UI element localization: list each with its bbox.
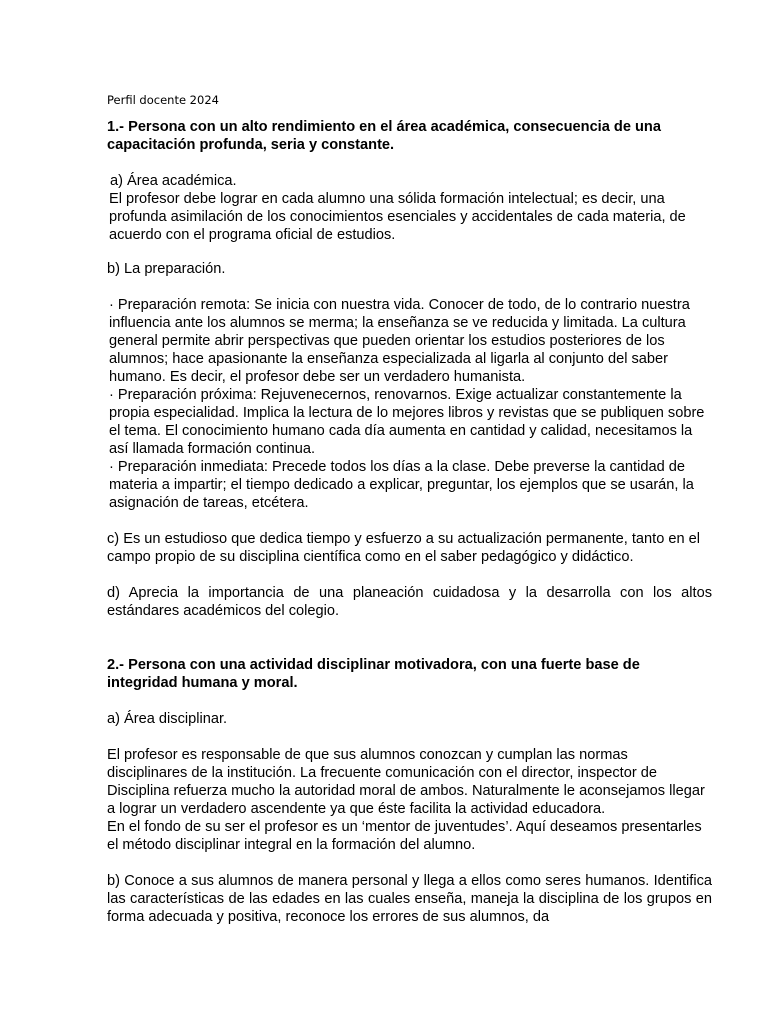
- section-1-a-text: El profesor debe lograr en cada alumno una sólida formación intelectual; es decir, una profunda asimilación de los conocimientos esenciales y accidentales de cada materia, de acuerdo con el programa oficial de estudios.: [109, 191, 686, 243]
- section-1-a-label: a) Área académica.: [110, 173, 237, 189]
- section-2-b-text: b) Conoce a sus alumnos de manera personal y llega a ellos como seres humanos. Identifica las características de las edades en las cuales enseña, maneja la disciplina de los grupos en forma adecuada y positiva, reconoce los errores de sus alumnos, da: [107, 873, 712, 925]
- preparacion-remota: · Preparación remota: Se inicia con nuestra vida. Conocer de todo, de lo contrario nuestra influencia ante los alumnos se merma; la enseñanza se ve reducida y limitada. La cultura general permite abrir perspectivas que pueden orientar los estudios posteriores de los alumnos; hace apasionante la enseñanza especializada al ligarla al conjunto del saber humano. Es decir, el profesor debe ser un verdadero humanista.: [109, 297, 690, 385]
- section-1-b-label: b) La preparación.: [107, 261, 226, 277]
- section-1-heading: 1.- Persona con un alto rendimiento en el área académica, consecuencia de una capacitación profunda, seria y constante.: [107, 119, 661, 153]
- section-2-a-text-2: En el fondo de su ser el profesor es un ‘mentor de juventudes’. Aquí deseamos presentarles el método disciplinar integral en la formación del alumno.: [107, 819, 702, 853]
- preparacion-proxima: · Preparación próxima: Rejuvenecernos, renovarnos. Exige actualizar constantemente la propia especialidad. Implica la lectura de lo mejores libros y revistas que se publiquen sobre el tema. El conocimiento humano cada día aumenta en cantidad y calidad, necesitamos la así llamada formación continua.: [109, 387, 705, 457]
- section-2-heading: 2.- Persona con una actividad disciplinar motivadora, con una fuerte base de integridad humana y moral.: [107, 657, 640, 691]
- section-2-a-text-1: El profesor es responsable de que sus alumnos conozcan y cumplan las normas disciplinares de la institución. La frecuente comunicación con el director, inspector de Disciplina refuerza mucho la autoridad moral de ambos. Naturalmente le aconsejamos llegar a lograr un verdadero ascendente ya que éste facilita la actividad educadora.: [107, 747, 705, 817]
- section-1-d-text: d) Aprecia la importancia de una planeación cuidadosa y la desarrolla con los altos estándares académicos del colegio.: [107, 585, 712, 619]
- section-2-a-label: a) Área disciplinar.: [107, 711, 228, 727]
- section-1-c-text: c) Es un estudioso que dedica tiempo y esfuerzo a su actualización permanente, tanto en el campo propio de su disciplina científica como en el saber pedagógico y didáctico.: [107, 531, 701, 565]
- preparacion-inmediata: · Preparación inmediata: Precede todos los días a la clase. Debe preverse la cantidad de materia a impartir; el tiempo dedicado a explicar, preguntar, los ejemplos que se usarán, la asignación de tareas, etcétera.: [109, 459, 694, 511]
- document-title: Perfil docente 2024: [107, 93, 219, 107]
